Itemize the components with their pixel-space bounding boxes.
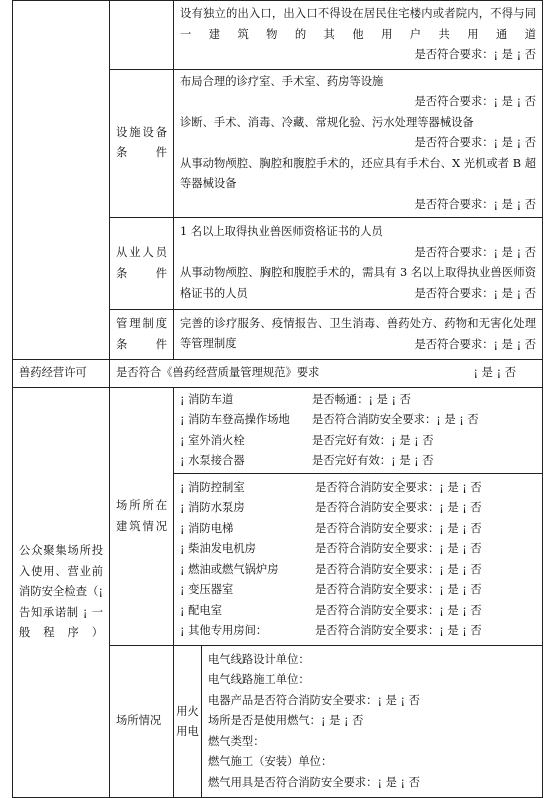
- power-cell: [202, 646, 543, 798]
- outdoor-item-3: [180, 451, 536, 472]
- staff-one: 1 名以上取得执业兽医师资格证书的人员: [180, 225, 383, 239]
- outdoor-name-0: ¡ 消防车道: [180, 392, 234, 406]
- room-q-0: 是否符合消防安全要求：¡ 是 ¡ 否: [315, 480, 482, 494]
- facilities-equipment: 诊断、手术、消毒、冷藏、常规化验、污水处理等器械设备: [180, 115, 474, 129]
- facilities-layout-req: 是否符合要求：¡ 是 ¡ 否: [414, 95, 536, 108]
- staff-cell: [174, 218, 543, 310]
- vet-drug-row: [13, 360, 543, 388]
- power-line-2: 电器产品是否符合消防安全要求：¡ 是 ¡ 否: [208, 693, 420, 707]
- room-item-2: [180, 519, 536, 540]
- facilities-equipment-req: 是否符合要求：¡ 是 ¡ 否: [414, 136, 536, 149]
- fire-label: [13, 388, 110, 798]
- room-item-5: [180, 580, 536, 601]
- room-item-7: [180, 621, 536, 642]
- entrance-requirement: 是否符合要求：¡ 是 ¡ 否: [414, 48, 536, 61]
- outdoor-cell: [174, 388, 543, 474]
- power-line-0: 电气线路设计单位：: [208, 652, 310, 666]
- room-item-4: [180, 560, 536, 581]
- entrance-row: [13, 1, 543, 70]
- inspection-table: [12, 0, 543, 798]
- room-name-4: ¡ 燃油或燃气锅炉房: [180, 562, 279, 576]
- power-line-5: 燃气施工（安装）单位：: [208, 755, 333, 769]
- outdoor-item-0: [180, 390, 536, 411]
- outdoor-q-1: 是否符合消防安全要求：¡ 是 ¡ 否: [312, 413, 479, 426]
- power-label: 用火用电: [174, 646, 202, 798]
- facilities-layout: 布局合理的诊疗室、手术室、药房等设施: [180, 74, 384, 88]
- room-q-6: 是否符合消防安全要求：¡ 是 ¡ 否: [315, 603, 482, 617]
- facilities-surgery-req: 是否符合要求：¡ 是 ¡ 否: [414, 197, 536, 211]
- room-q-4: 是否符合消防安全要求：¡ 是 ¡ 否: [315, 562, 482, 576]
- management-req: 是否符合要求：¡ 是 ¡ 否: [414, 337, 536, 351]
- outdoor-item-1: [180, 410, 536, 431]
- management-cell: [174, 310, 543, 360]
- vet-drug-req: ¡ 是 ¡ 否: [473, 366, 516, 380]
- empty-sub-cell: [110, 1, 174, 70]
- management-label: 管理制度条件: [110, 310, 174, 360]
- room-name-7: ¡ 其他专用房间：: [180, 624, 268, 637]
- rooms-cell: [174, 474, 543, 646]
- room-item-3: [180, 539, 536, 560]
- facilities-label: 设施设备条件: [110, 69, 174, 218]
- room-q-3: 是否符合消防安全要求：¡ 是 ¡ 否: [315, 542, 482, 555]
- outdoor-q-2: 是否完好有效：¡ 是 ¡ 否: [312, 433, 434, 447]
- facilities-surgery: 从事动物颅腔、胸腔和腹腔手术的，还应具有手术台、X 光机或者 B 超等器械设备: [180, 156, 536, 190]
- staff-one-req: 是否符合要求：¡ 是 ¡ 否: [414, 245, 536, 259]
- vet-drug-label: 兽药经营许可: [13, 360, 110, 388]
- outdoor-q-0: 是否畅通：¡ 是 ¡ 否: [312, 392, 411, 406]
- power-line-3: 场所是否是使用燃气：¡ 是 ¡ 否: [208, 714, 364, 728]
- room-q-7: 是否符合消防安全要求：¡ 是 ¡ 否: [315, 624, 482, 637]
- power-line-6: 燃气用具是否符合消防安全要求：¡ 是 ¡ 否: [208, 775, 420, 789]
- outdoor-name-3: ¡ 水泵接合器: [180, 454, 245, 467]
- entrance-text: 设有独立的出入口，出入口不得设在居民住宅楼内或者院内，不得与同一建筑物的其他用户共用通道: [180, 7, 536, 41]
- management-text: 完善的诊疗服务、疫情报告、卫生消毒、兽药处方、药物和无害化处理等管理制度: [180, 316, 536, 351]
- empty-left-cell: [13, 1, 110, 360]
- room-name-0: ¡ 消防控制室: [180, 480, 245, 494]
- room-name-2: ¡ 消防电梯: [180, 521, 234, 535]
- outdoor-item-2: [180, 431, 536, 452]
- staff-label: 从业人员条件: [110, 218, 174, 310]
- room-q-5: 是否符合消防安全要求：¡ 是 ¡ 否: [315, 583, 482, 596]
- room-name-5: ¡ 变压器室: [180, 583, 234, 596]
- room-name-3: ¡ 柴油发电机房: [180, 542, 256, 555]
- building-label: 场所所在建筑情况: [110, 388, 174, 646]
- site-label: 场所情况: [110, 646, 174, 798]
- vet-drug-cell: [110, 360, 543, 388]
- room-item-1: [180, 498, 536, 519]
- room-name-6: ¡ 配电室: [180, 603, 223, 617]
- room-name-1: ¡ 消防水泵房: [180, 501, 245, 514]
- fire-label-text: 公众聚集场所投入使用、营业前消防安全检查（¡ 告知承诺制 ¡ 一般程序）: [19, 544, 103, 640]
- power-line-1: 电气线路施工单位：: [208, 673, 310, 687]
- staff-three: 从事动物颅腔、胸腔和腹腔手术的，需具有 3 名以上取得执业兽医师资格证书的人员: [180, 266, 536, 300]
- room-q-2: 是否符合消防安全要求：¡ 是 ¡ 否: [315, 521, 482, 535]
- staff-three-req: 是否符合要求：¡ 是 ¡ 否: [414, 287, 536, 301]
- room-item-6: [180, 601, 536, 622]
- room-q-1: 是否符合消防安全要求：¡ 是 ¡ 否: [315, 501, 482, 514]
- room-item-0: [180, 478, 536, 499]
- vet-drug-text: 是否符合《兽药经营质量管理规范》要求: [116, 366, 320, 380]
- outdoor-name-1: ¡ 消防车登高操作场地: [180, 413, 290, 426]
- outdoor-name-2: ¡ 室外消火栓: [180, 433, 245, 447]
- facilities-cell: [174, 69, 543, 218]
- fire-outdoor-row: [13, 388, 543, 474]
- outdoor-q-3: 是否完好有效：¡ 是 ¡ 否: [312, 454, 434, 467]
- entrance-cell: [174, 1, 543, 70]
- power-line-4: 燃气类型：: [208, 734, 265, 748]
